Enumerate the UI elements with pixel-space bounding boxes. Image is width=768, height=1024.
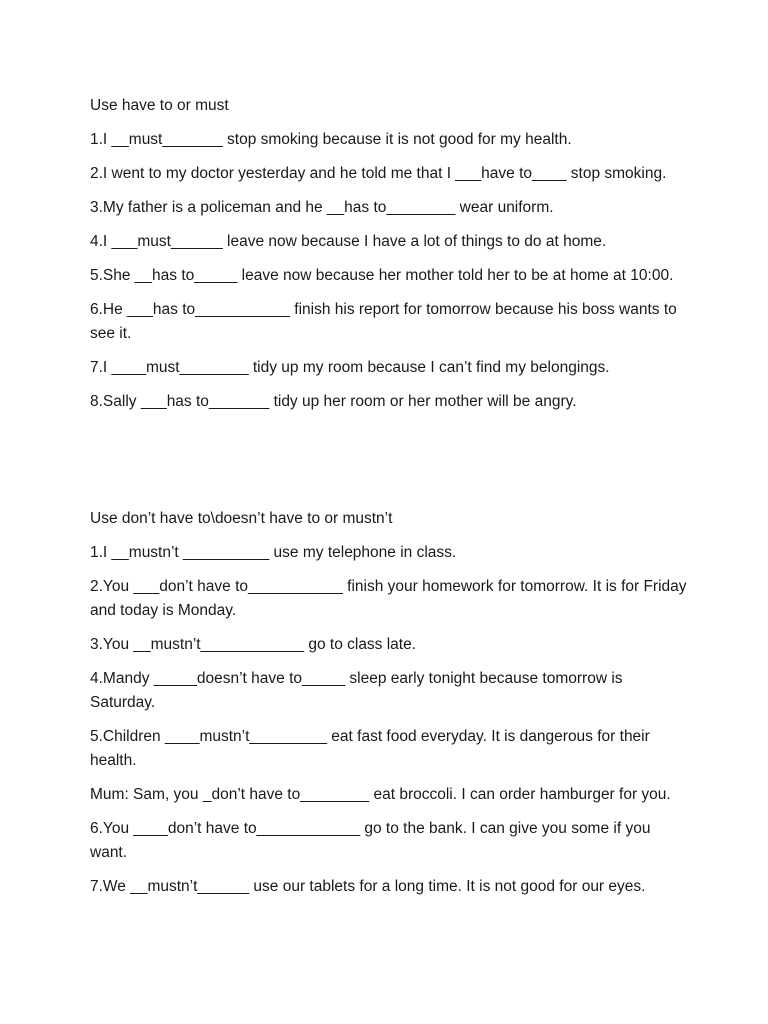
section-heading: Use have to or must xyxy=(90,97,229,114)
exercise-item: 7.I ____must________ tidy up my room because I can’t find my belongings. xyxy=(90,359,610,376)
exercise-item: 4.Mandy _____doesn’t have to_____ sleep early tonight because tomorrow is Saturday. xyxy=(90,670,623,711)
exercise-item: 8.Sally ___has to_______ tidy up her room or her mother will be angry. xyxy=(90,393,577,410)
exercise-item: 6.He ___has to___________ finish his report for tomorrow because his boss wants to see it. xyxy=(90,301,677,342)
section-heading: Use don’t have to\doesn’t have to or mustn’t xyxy=(90,510,393,527)
exercise-item: 3.You __mustn’t____________ go to class late. xyxy=(90,636,417,653)
exercise-item: 1.I __mustn’t __________ use my telephone in class. xyxy=(90,544,457,561)
exercise-item: 4.I ___must______ leave now because I have a lot of things to do at home. xyxy=(90,233,607,250)
section-have-to-or-must xyxy=(90,94,690,424)
exercise-item: Mum: Sam, you _don’t have to________ eat broccoli. I can order hamburger for you. xyxy=(90,786,671,803)
exercise-item: 5.She __has to_____ leave now because her mother told her to be at home at 10:00. xyxy=(90,267,674,284)
exercise-item: 3.My father is a policeman and he __has to________ wear uniform. xyxy=(90,199,554,216)
exercise-item: 2.I went to my doctor yesterday and he told me that I ___have to____ stop smoking. xyxy=(90,165,667,182)
exercise-item: 6.You ____don’t have to____________ go to the bank. I can give you some if you want. xyxy=(90,820,651,861)
section-dont-have-to-or-mustnt xyxy=(90,507,690,909)
exercise-item: 7.We __mustn’t______ use our tablets for a long time. It is not good for our eyes. xyxy=(90,878,646,895)
exercise-item: 1.I __must_______ stop smoking because it is not good for my health. xyxy=(90,131,572,148)
exercise-item: 5.Children ____mustn’t_________ eat fast food everyday. It is dangerous for their health. xyxy=(90,728,650,769)
exercise-item: 2.You ___don’t have to___________ finish your homework for tomorrow. It is for Friday and today is Monday. xyxy=(90,578,687,619)
